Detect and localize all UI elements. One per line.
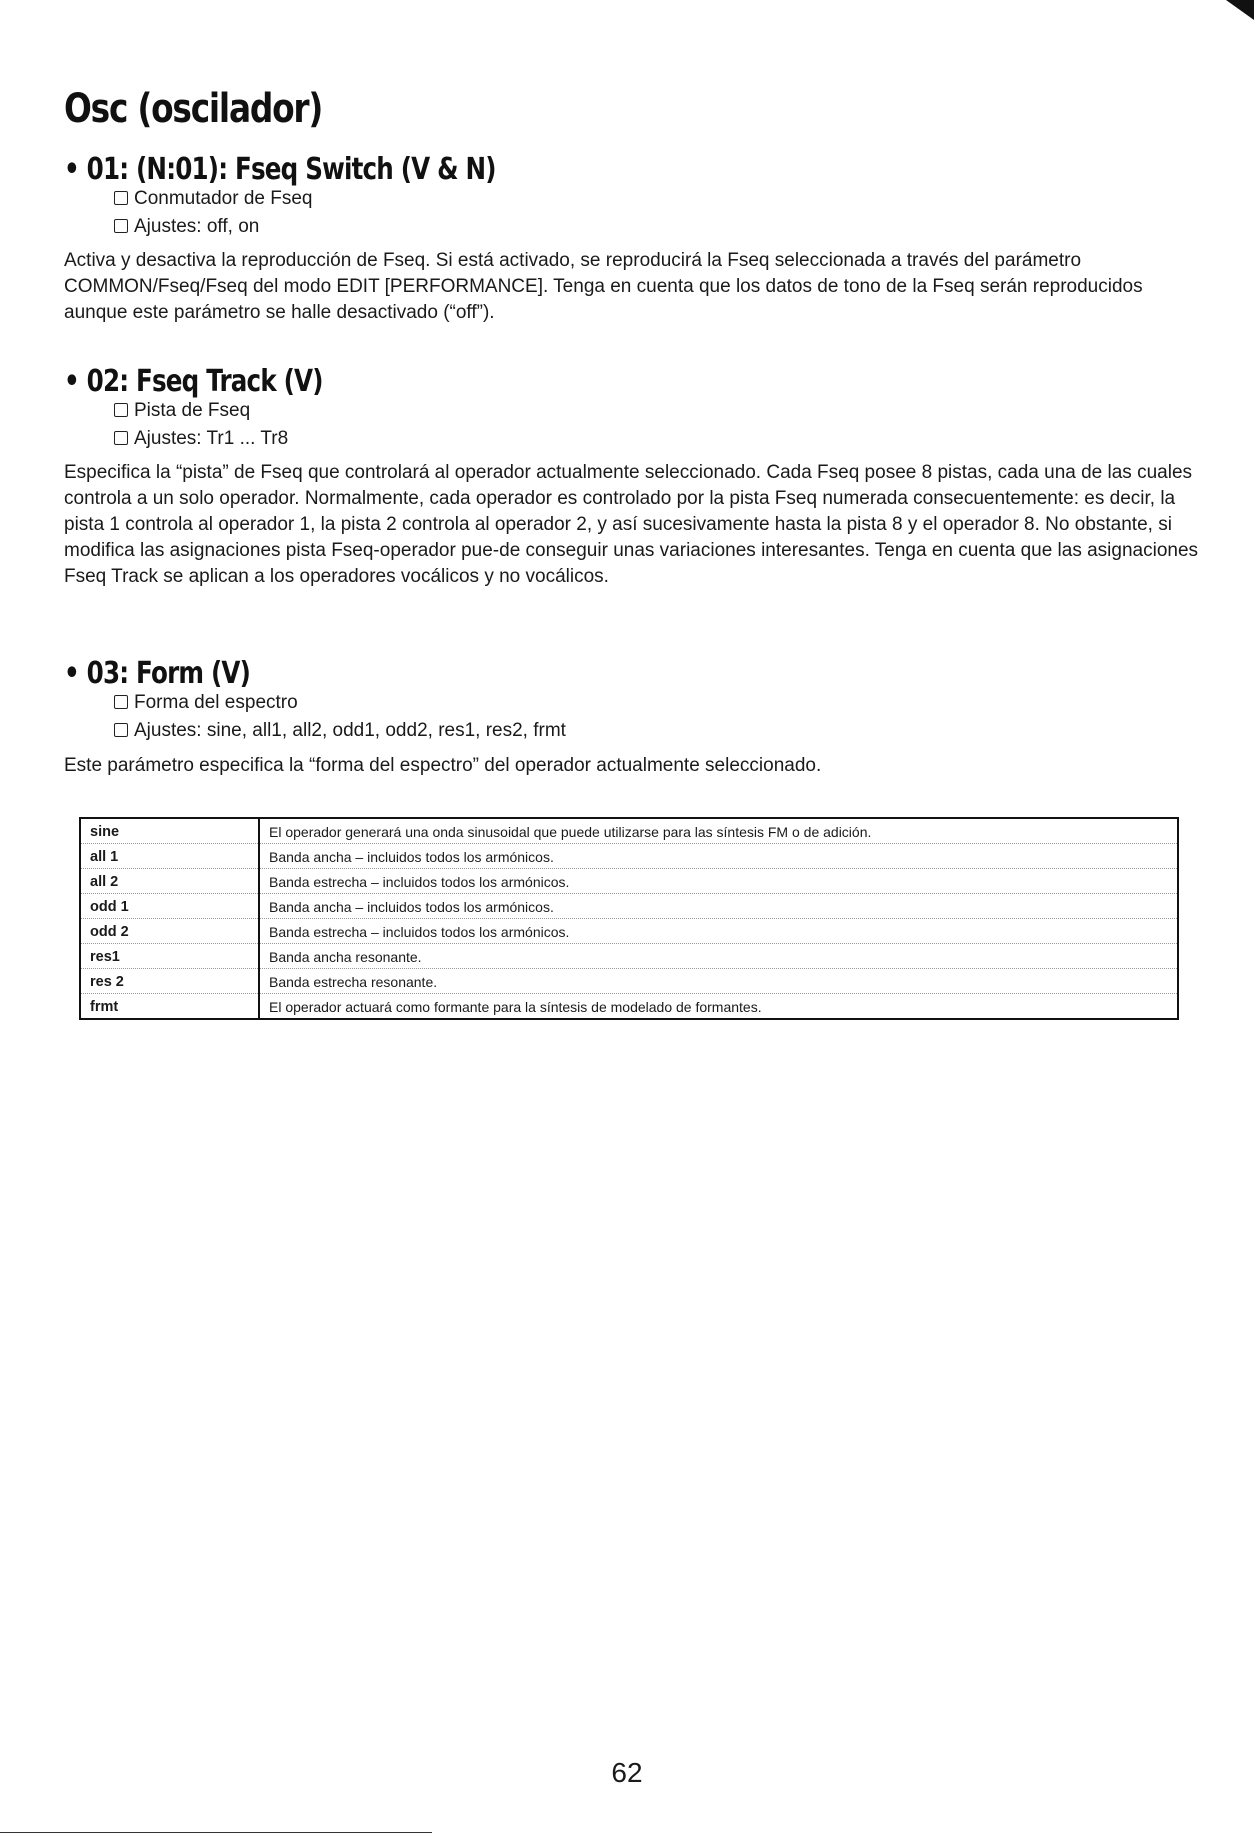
table-row [80,818,1178,844]
checkbox-icon [114,431,128,445]
sub-item-settings: Ajustes: sine, all1, all2, odd1, odd2, res1, res2, frmt [114,720,566,742]
section-heading-fseq-track: • 02: Fseq Track (V) [64,364,323,399]
sub-item-description: Pista de Fseq [114,400,250,422]
sub-item-settings: Ajustes: off, on [114,216,259,238]
table-cell-value: odd 2 [80,919,259,944]
checkbox-icon [114,219,128,233]
section-heading-fseq-switch: • 01: (N:01): Fseq Switch (V & N) [64,152,496,187]
table-row [80,994,1178,1020]
table-cell-description: Banda estrecha – incluidos todos los armónicos. [259,869,1178,894]
footer-rule [0,1832,432,1833]
page-number: 62 [611,1757,643,1788]
table-row [80,969,1178,994]
checkbox-icon [114,191,128,205]
table-row [80,894,1178,919]
sub-item-description: Conmutador de Fseq [114,188,313,210]
table-cell-value: odd 1 [80,894,259,919]
table-cell-description: Banda ancha – incluidos todos los armónicos. [259,894,1178,919]
sub-item-settings: Ajustes: Tr1 ... Tr8 [114,428,288,450]
table-row [80,919,1178,944]
section-heading-form: • 03: Form (V) [64,656,251,691]
table-cell-value: frmt [80,994,259,1020]
form-settings-table [79,817,1179,1020]
page-title: Osc (oscilador) [64,86,323,132]
table-cell-description: El operador generará una onda sinusoidal que puede utilizarse para las síntesis FM o de adición. [259,818,1178,844]
checkbox-icon [114,403,128,417]
table-row [80,944,1178,969]
table-cell-description: Banda ancha – incluidos todos los armónicos. [259,844,1178,869]
table-row [80,844,1178,869]
corner-mark [1226,0,1254,20]
table-cell-value: res1 [80,944,259,969]
section-paragraph: Activa y desactiva la reproducción de Fseq. Si está activado, se reproducirá la Fseq seleccionada a través del parámetro COMMON/Fseq/Fseq del modo EDIT [PERFORMANCE]. Tenga en cuenta que los datos de tono de la Fseq serán reproducidos aunque este parámetro se halle desactivado (“off”). [64,250,1143,323]
table-cell-description: Banda ancha resonante. [259,944,1178,969]
section-paragraph: Este parámetro especifica la “forma del espectro” del operador actualmente seleccionado. [64,755,822,776]
table-cell-value: res 2 [80,969,259,994]
sub-item-description: Forma del espectro [114,692,298,714]
section-paragraph: Especifica la “pista” de Fseq que controlará al operador actualmente seleccionado. Cada Fseq posee 8 pistas, cada una de las cuales controla a un solo operador. Normalmente, cada operador es controlado por la pista Fseq numerada consecuentemente: es decir, la pista 1 controla al operador 1, la pista 2 controla al operador 2, y así sucesivamente hasta la pista 8 y el operador 8. No obstante, si modifica las asignaciones pista Fseq-operador pue-de conseguir unas variaciones interesantes. Tenga en cuenta que las asignaciones Fseq Track se aplican a los operadores vocálicos y no vocálicos. [64,462,1199,587]
table-cell-description: Banda estrecha – incluidos todos los armónicos. [259,919,1178,944]
table-cell-value: all 2 [80,869,259,894]
table-row [80,869,1178,894]
checkbox-icon [114,695,128,709]
table-cell-description: Banda estrecha resonante. [259,969,1178,994]
checkbox-icon [114,723,128,737]
table-cell-value: sine [80,818,259,844]
table-cell-value: all 1 [80,844,259,869]
table-cell-description: El operador actuará como formante para la síntesis de modelado de formantes. [269,998,762,1015]
